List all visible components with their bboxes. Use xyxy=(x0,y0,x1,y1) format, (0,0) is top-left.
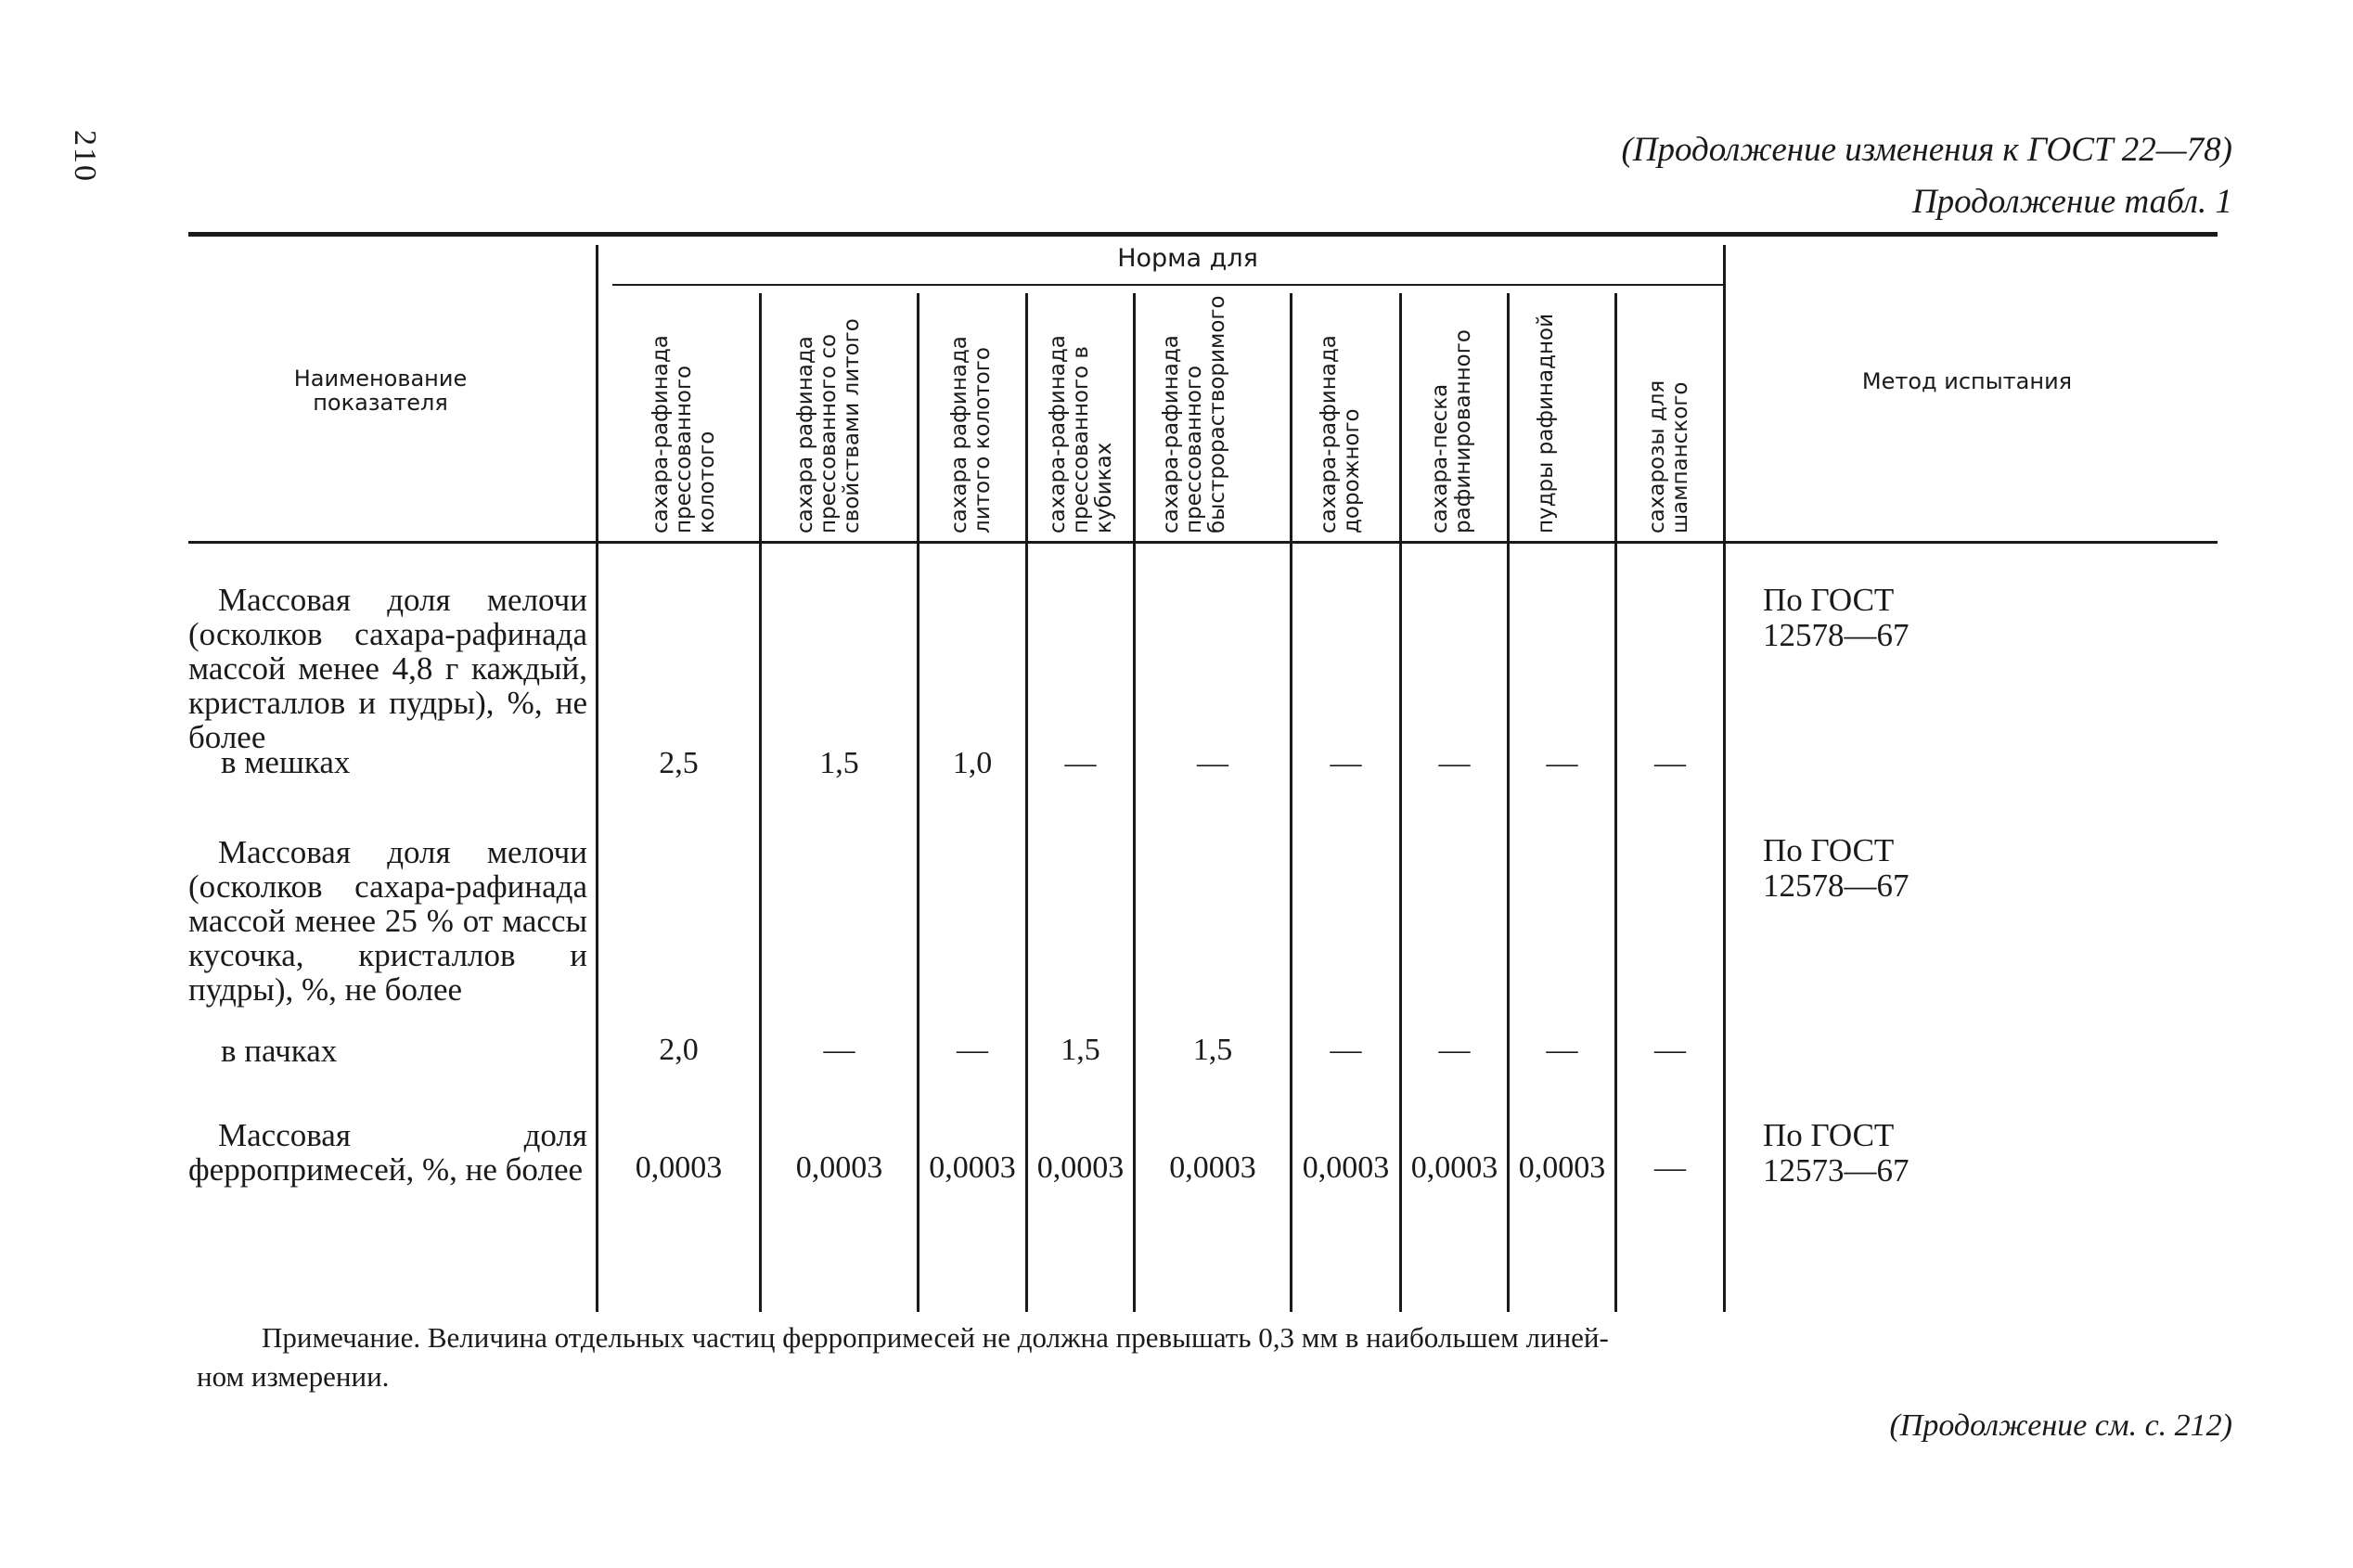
method-ref: По ГОСТ 12578—67 xyxy=(1763,832,1909,904)
value-cell: 1,0 xyxy=(952,746,993,780)
footer-continuation: (Продолжение см. с. 212) xyxy=(1889,1408,2232,1443)
value-cell: — xyxy=(1064,746,1097,780)
value-cell: — xyxy=(957,1033,988,1067)
value-cell: 0,0003 xyxy=(795,1150,883,1185)
norm-group-rule xyxy=(612,284,1723,286)
value-cell: 0,0003 xyxy=(1410,1150,1498,1185)
value-cell: — xyxy=(1654,746,1686,780)
value-cell: 1,5 xyxy=(1192,1033,1233,1067)
note-line-2: ном измерении. xyxy=(197,1360,390,1393)
value-cell: 0,0003 xyxy=(1036,1150,1125,1185)
value-cell: — xyxy=(1654,1150,1686,1185)
value-cell: — xyxy=(1654,1033,1686,1067)
value-cell: — xyxy=(1438,1033,1471,1067)
value-cell: 0,0003 xyxy=(929,1150,1016,1185)
value-cell: — xyxy=(1330,746,1362,780)
value-cell: — xyxy=(1330,1033,1362,1067)
norm-col-header: сахара-песка рафинированного xyxy=(1428,329,1475,533)
value-cell: — xyxy=(823,1033,855,1067)
norm-col-header: сахара-рафинада прессованного в кубиках xyxy=(1046,335,1116,533)
table-continuation-label: Продолжение табл. 1 xyxy=(1911,183,2232,221)
value-cell: 2,0 xyxy=(659,1033,699,1067)
col-divider xyxy=(1723,245,1726,1312)
norm-col-header: сахарозы для шампанского xyxy=(1645,379,1692,533)
norm-col-header: сахара-рафинада дорожного xyxy=(1317,335,1364,533)
value-cell: — xyxy=(1438,746,1471,780)
indicator-subrow: в пачках xyxy=(221,1033,338,1069)
indicator-name: Массовая доля ферропримесей, %, не более xyxy=(188,1117,587,1188)
indicator-subrow: в мешках xyxy=(221,744,351,780)
value-cell: 0,0003 xyxy=(1302,1150,1390,1185)
page-number: 210 xyxy=(68,130,102,183)
norm-col-header: сахара-рафинада прессованного быстрорастворимого xyxy=(1159,295,1229,533)
value-cell: 0,0003 xyxy=(1169,1150,1256,1185)
norm-col-header: сахара рафинада прессованного со свойствами литого xyxy=(793,318,864,533)
value-cell: — xyxy=(1546,1033,1578,1067)
value-cell: 2,5 xyxy=(659,746,699,780)
value-cell: 1,5 xyxy=(819,746,859,780)
indicator-name: Массовая доля мелочи (осколков сахара-рафинада массой менее 4,8 г каждый, кристаллов и пудры), %, не более xyxy=(188,582,587,755)
value-cell: 1,5 xyxy=(1061,1033,1100,1067)
indicator-name: Массовая доля мелочи (осколков сахара-рафинада массой менее 25 % от массы кусочка, кристаллов и пудры), %, не более xyxy=(188,834,587,1008)
table-top-rule xyxy=(188,232,2218,237)
col-header-norm-group: Норма для xyxy=(1117,244,1258,273)
value-cell: 0,0003 xyxy=(635,1150,723,1185)
method-ref: По ГОСТ 12578—67 xyxy=(1763,582,1909,653)
norm-col-header: сахара-рафинада прессованного колотого xyxy=(649,335,719,533)
value-cell: — xyxy=(1546,746,1578,780)
method-ref: По ГОСТ 12573—67 xyxy=(1763,1117,1909,1189)
continuation-title: (Продолжение изменения к ГОСТ 22—78) xyxy=(1621,131,2232,169)
value-cell: — xyxy=(1197,746,1228,780)
norm-col-header: сахара рафинада литого колотого xyxy=(947,336,995,533)
note-line-1: Примечание. Величина отдельных частиц ферропримесей не должна превышать 0,3 мм в наибольшем линей- xyxy=(262,1321,1609,1354)
header-bottom-rule xyxy=(188,541,2218,544)
norm-col-header: пудры рафинадной xyxy=(1534,313,1558,533)
col-header-indicator: Наименование показателя xyxy=(293,366,468,416)
col-header-method: Метод испытания xyxy=(1861,368,2073,394)
value-cell: 0,0003 xyxy=(1518,1150,1606,1185)
